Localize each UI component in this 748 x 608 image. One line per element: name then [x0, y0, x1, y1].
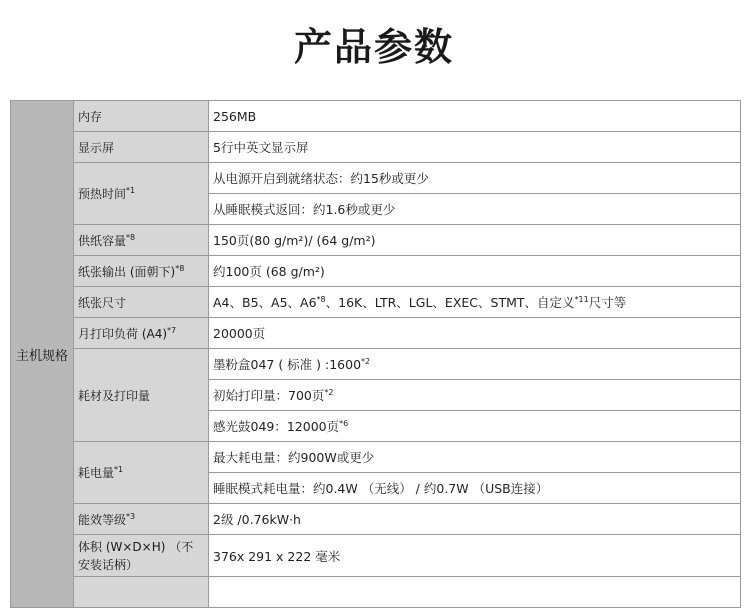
table-row-paper-output [11, 256, 741, 287]
value-text: 感光鼓049：12000页 [213, 419, 340, 434]
footnote-mark: *1 [126, 186, 136, 195]
value-text: 、16K、LTR、LGL、EXEC、STMT、自定义 [325, 295, 575, 310]
footnote-mark: *11 [574, 294, 589, 304]
row-value-paper-output: 约100页 (68 g/m²) [209, 256, 741, 287]
table-row-consumables-1 [11, 349, 741, 380]
row-value-energy: 2级 /0.76kW·h [209, 504, 741, 535]
row-value-warmup-power-on: 从电源开启到就绪状态：约15秒或更少 [209, 163, 741, 194]
table-row-duty-cycle [11, 318, 741, 349]
row-value-toner [209, 349, 741, 380]
footnote-mark: *2 [361, 356, 371, 366]
row-value-display: 5行中英文显示屏 [209, 132, 741, 163]
label-text: 预热时间 [78, 187, 127, 201]
footnote-mark: *8 [316, 294, 326, 304]
label-text: 供纸容量 [78, 233, 127, 248]
footnote-mark: *8 [126, 232, 136, 242]
footnote-mark: *6 [339, 418, 349, 428]
row-label-power [74, 442, 209, 504]
footnote-mark: *3 [126, 511, 136, 521]
table-row-memory [11, 101, 741, 132]
spec-table [10, 100, 741, 608]
row-value-power-sleep: 睡眠模式耗电量：约0.4W （无线） / 约0.7W （USB连接） [209, 473, 741, 504]
row-value-cutoff [209, 577, 741, 608]
footnote-mark: *8 [175, 263, 185, 273]
footnote-mark: *2 [324, 387, 334, 397]
label-text: 耗电量 [78, 466, 115, 480]
row-label-cutoff [74, 577, 209, 608]
table-row-cutoff [11, 577, 741, 608]
row-value-paper-size [209, 287, 741, 318]
value-text: A4、B5、A5、A6 [213, 295, 317, 310]
table-row-warmup-1 [11, 163, 741, 194]
row-value-paper-capacity: 150页(80 g/m²)/ (64 g/m²) [209, 225, 741, 256]
row-label-duty-cycle [74, 318, 209, 349]
row-value-memory: 256MB [209, 101, 741, 132]
value-text: 墨粉盒047 ( 标准 ) :1600 [213, 357, 362, 372]
footnote-mark: *7 [167, 325, 177, 335]
group-label-main-spec: 主机规格 [11, 101, 74, 608]
row-label-paper-capacity [74, 225, 209, 256]
row-label-energy [74, 504, 209, 535]
value-text: 尺寸等 [588, 295, 627, 310]
row-value-drum [209, 411, 741, 442]
row-label-paper-size: 纸张尺寸 [74, 287, 209, 318]
label-text: 纸张输出 (面朝下) [78, 264, 176, 279]
row-label-warmup [74, 163, 209, 225]
table-row-energy [11, 504, 741, 535]
row-label-consumables: 耗材及打印量 [74, 349, 209, 442]
page-title: 产品参数 [293, 25, 454, 69]
row-label-dimensions: 体积 (W×D×H) （不安装话柄） [74, 535, 209, 577]
label-text: 月打印负荷 (A4) [78, 326, 168, 341]
table-row-paper-size [11, 287, 741, 318]
label-text: 能效等级 [78, 512, 127, 527]
footnote-mark: *1 [114, 465, 124, 474]
table-row-paper-capacity [11, 225, 741, 256]
row-value-duty-cycle: 20000页 [209, 318, 741, 349]
row-value-dimensions: 376x 291 x 222 毫米 [209, 535, 741, 577]
value-text: 初始打印量：700页 [213, 388, 325, 403]
row-value-power-max: 最大耗电量：约900W或更少 [209, 442, 741, 473]
row-label-memory: 内存 [74, 101, 209, 132]
row-value-warmup-sleep: 从睡眠模式返回：约1.6秒或更少 [209, 194, 741, 225]
table-row-dimensions [11, 535, 741, 577]
row-label-display: 显示屏 [74, 132, 209, 163]
table-row-power-1 [11, 442, 741, 473]
table-row-display [11, 132, 741, 163]
row-value-initial-yield [209, 380, 741, 411]
row-label-paper-output [74, 256, 209, 287]
